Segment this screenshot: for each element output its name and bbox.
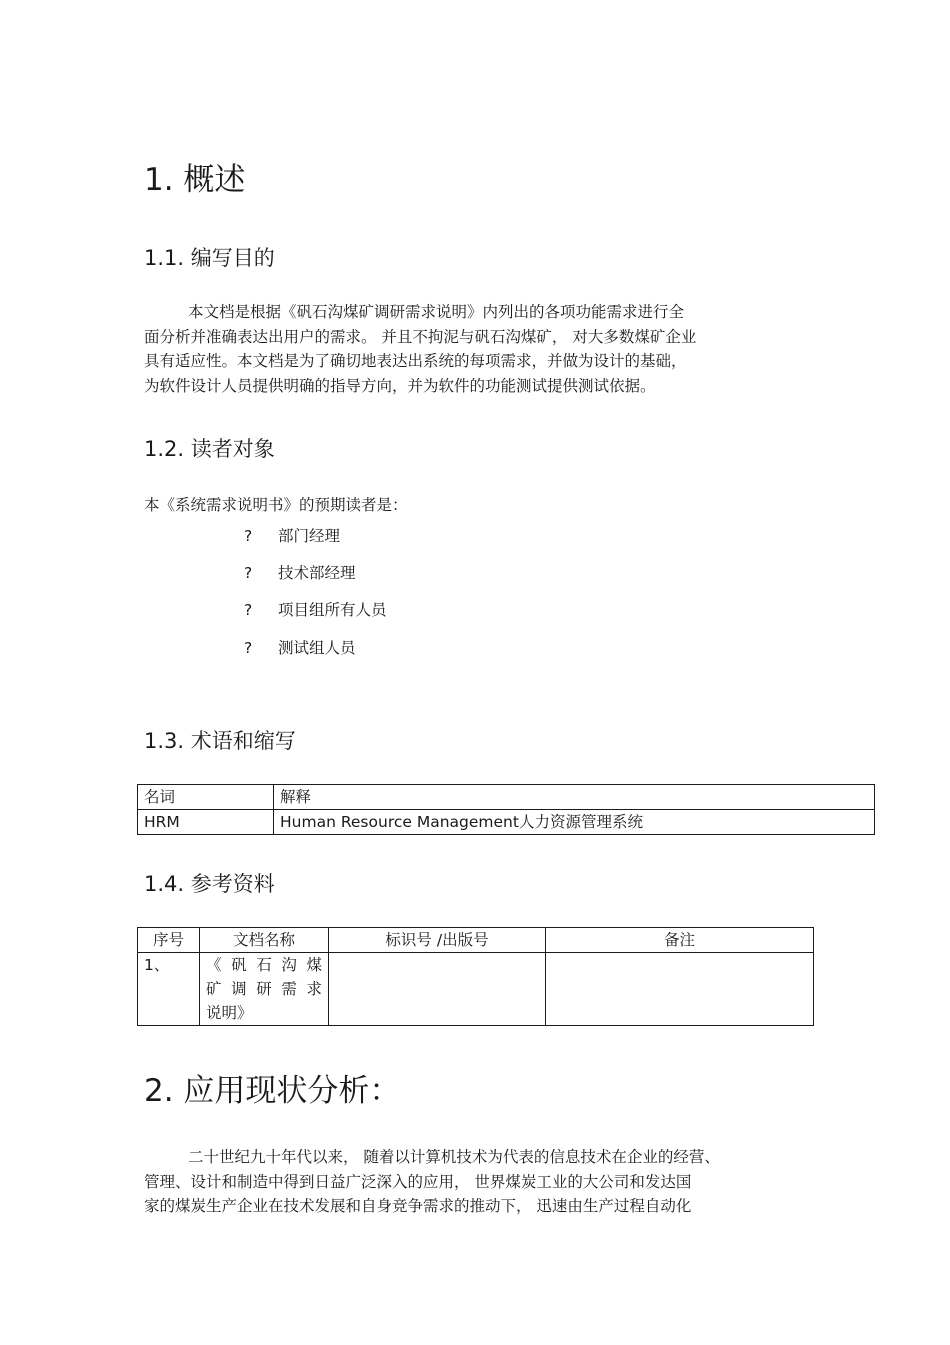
table-cell: 1、: [138, 953, 200, 1026]
heading-terms: 1.3. 术语和缩写: [144, 729, 296, 753]
reader-label: 测试组人员: [278, 639, 356, 657]
table-row: [138, 810, 875, 835]
status-line: 管理、设计和制造中得到日益广泛深入的应用， 世界煤炭工业的大公司和发达国: [144, 1172, 692, 1191]
status-line: 家的煤炭生产企业在技术发展和自身竞争需求的推动下， 迅速由生产过程自动化: [144, 1197, 692, 1215]
heading-readers: 1.2. 读者对象: [144, 437, 275, 461]
terms-table: [137, 784, 875, 835]
table-header-cell: 文档名称: [200, 928, 329, 953]
table-cell: [546, 953, 814, 1026]
reader-item: [244, 526, 340, 546]
reader-item: [244, 600, 387, 620]
table-header-cell: 解释: [274, 785, 875, 810]
heading-overview: 1. 概述: [144, 162, 246, 198]
doc-name-line: 说明》: [206, 1004, 253, 1022]
table-header-row: [138, 785, 875, 810]
table-header-cell: 标识号 /出版号: [329, 928, 546, 953]
table-header-row: [138, 928, 814, 953]
table-cell: HRM: [138, 810, 274, 835]
purpose-paragraph: [144, 300, 696, 398]
bullet-mark: ?: [244, 564, 253, 582]
table-header-cell: 名词: [138, 785, 274, 810]
heading-purpose: 1.1. 编写目的: [144, 246, 275, 270]
table-cell: [329, 953, 546, 1026]
status-paragraph: [144, 1145, 720, 1219]
table-cell-doc-name: [200, 953, 329, 1026]
reader-label: 项目组所有人员: [278, 601, 387, 619]
table-cell: Human Resource Management人力资源管理系统: [274, 810, 875, 835]
table-header-cell: 备注: [546, 928, 814, 953]
heading-current-status: 2. 应用现状分析：: [144, 1073, 401, 1109]
table-header-cell: 序号: [138, 928, 200, 953]
purpose-line: 本文档是根据《矾石沟煤矿调研需求说明》内列出的各项功能需求进行全: [188, 303, 685, 321]
reader-label: 技术部经理: [278, 564, 356, 582]
heading-references: 1.4. 参考资料: [144, 872, 275, 896]
doc-name-line: 矿调研需求: [206, 980, 322, 998]
status-line: 二十世纪九十年代以来， 随着以计算机技术为代表的信息技术在企业的经营、: [188, 1148, 720, 1166]
purpose-line: 面分析并准确表达出用户的需求。 并且不拘泥与矾石沟煤矿， 对大多数煤矿企业: [144, 327, 697, 346]
bullet-mark: ?: [244, 601, 253, 619]
table-row: [138, 953, 814, 1026]
doc-name-line: 《矾石沟煤: [206, 956, 322, 974]
reader-item: [244, 638, 356, 658]
reader-label: 部门经理: [278, 527, 341, 545]
purpose-line: 具有适应性。本文档是为了确切地表达出系统的每项需求，并做为设计的基础，: [144, 352, 687, 370]
purpose-line: 为软件设计人员提供明确的指导方向，并为软件的功能测试提供测试依据。: [144, 376, 656, 395]
bullet-mark: ?: [244, 639, 253, 657]
bullet-mark: ?: [244, 527, 253, 545]
reader-item: [244, 563, 356, 583]
readers-intro: 本《系统需求说明书》的预期读者是：: [144, 496, 408, 514]
references-table: [137, 927, 814, 1026]
